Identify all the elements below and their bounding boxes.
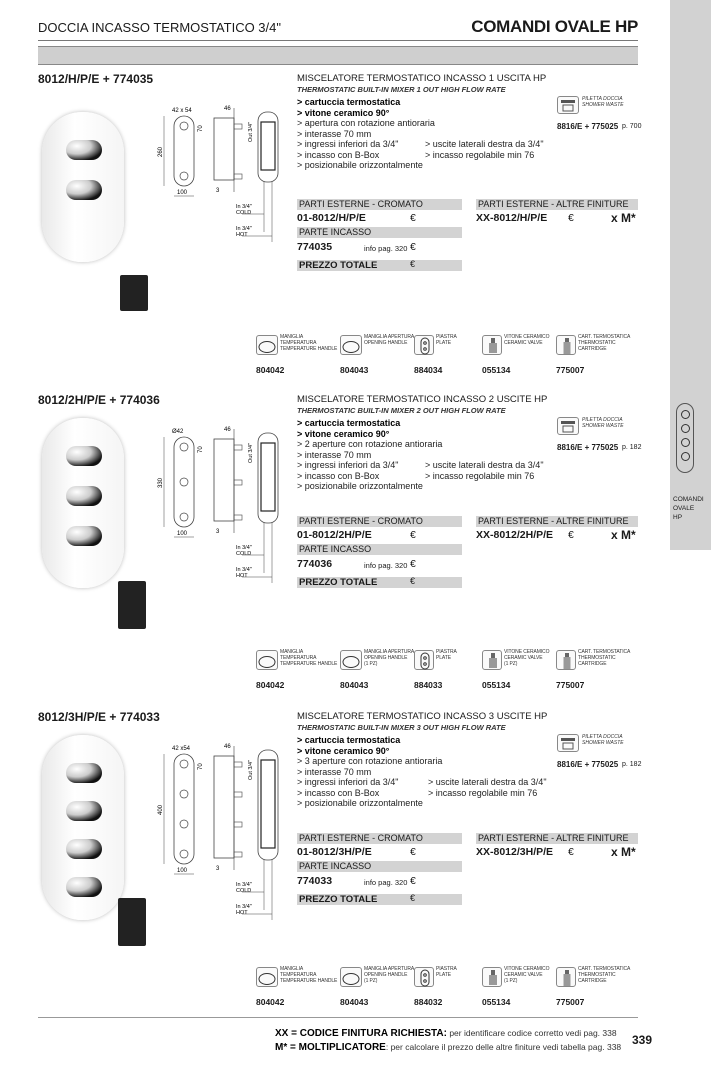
dim-out: Out 3/4"	[248, 760, 254, 780]
spare-part-label: VITONE CERAMICO CERAMIC VALVE (1 PZ)	[504, 649, 550, 667]
dim-hot: In 3/4" HOT	[236, 567, 252, 579]
feature-bullet: > uscite laterali destra da 3/4"	[428, 777, 547, 787]
dim-i: 70	[198, 125, 204, 132]
spare-part-label: PIASTRA PLATE	[436, 649, 457, 661]
spare-part-label: MANIGLIA TEMPERATURA TEMPERATURE HANDLE	[280, 334, 338, 352]
feature-bullet: > interasse 70 mm	[297, 449, 372, 460]
knob	[66, 446, 102, 466]
spare-part-code: 884032	[414, 997, 443, 1007]
dim-h: 330	[158, 477, 164, 488]
product-photo	[42, 735, 124, 920]
valve-icon	[482, 335, 502, 355]
spare-part-code: 884034	[414, 365, 443, 375]
dim-b: 46	[224, 744, 231, 750]
dim-a: 42 x54	[172, 746, 191, 752]
feature-bullet: > cartuccia termostatica	[297, 418, 401, 428]
multiplier: x M*	[611, 211, 636, 225]
shower-waste-code: 8816/E + 775025	[557, 122, 619, 131]
oval-handle-icon	[256, 967, 278, 987]
built-in-info: info pag. 320	[364, 244, 408, 253]
oval-four-knob-icon	[676, 403, 694, 473]
built-in-euro: €	[410, 875, 416, 887]
chrome-header: PARTI ESTERNE - CROMATO	[297, 199, 462, 210]
feature-bullet: > ingressi inferiori da 3/4"	[297, 460, 399, 470]
footer-divider	[38, 1017, 638, 1018]
knob	[66, 801, 102, 821]
shower-waste-code: 8816/E + 775025	[557, 760, 619, 769]
total-euro: €	[410, 259, 416, 269]
feature-bullet: > posizionabile orizzontalmente	[297, 160, 423, 170]
dim-i: 70	[198, 763, 204, 770]
feature-bullet: > ingressi inferiori da 3/4"	[297, 139, 399, 149]
spare-part-code: 055134	[482, 680, 511, 690]
chrome-price-euro: €	[410, 846, 416, 858]
feature-bullet: > vitone ceramico 90°	[297, 428, 390, 439]
sidebar-label: COMANDI OVALE HP	[673, 496, 704, 521]
other-finishes-header: PARTI ESTERNE - ALTRE FINITURE	[476, 516, 638, 527]
feature-bullet: > ingressi inferiori da 3/4"	[297, 777, 399, 787]
spare-part-label: PIASTRA PLATE	[436, 334, 457, 346]
feature-bullet: > interasse 70 mm	[297, 766, 372, 777]
feature-bullet: > uscite laterali destra da 3/4"	[425, 139, 544, 149]
spare-part-code: 804042	[256, 680, 285, 690]
feature-bullet: > posizionabile orizzontalmente	[297, 798, 423, 808]
spare-part-code: 804043	[340, 997, 369, 1007]
plate-icon	[414, 335, 434, 355]
other-finishes-header: PARTI ESTERNE - ALTRE FINITURE	[476, 833, 638, 844]
feature-bullet: > uscite laterali destra da 3/4"	[425, 460, 544, 470]
feature-bullet: > cartuccia termostatica	[297, 97, 401, 107]
other-finishes-code: XX-8012/2H/P/E	[476, 529, 554, 541]
built-in-code: 774035	[297, 241, 333, 253]
dim-h: 260	[158, 146, 164, 157]
total-euro: €	[410, 576, 416, 586]
oval-handle-icon	[340, 335, 362, 355]
footnote-xx-key: XX = CODICE FINITURA RICHIESTA:	[275, 1028, 447, 1039]
built-in-box-photo	[118, 581, 146, 629]
footnote-m-text: : per calcolare il prezzo delle altre finiture vedi tabella pag. 338	[385, 1042, 622, 1052]
built-in-info: info pag. 320	[364, 561, 408, 570]
other-finishes-code: XX-8012/3H/P/E	[476, 846, 554, 858]
product-title: MISCELATORE TERMOSTATICO INCASSO 2 USCITE HP	[297, 394, 548, 405]
dim-out: Out 3/4"	[248, 443, 254, 463]
product-photo	[42, 112, 124, 262]
dim-b: 46	[224, 106, 231, 112]
feature-bullet: > cartuccia termostatica	[297, 735, 401, 745]
footnote-m	[275, 1042, 621, 1053]
feature-bullet: > incasso regolabile min 76	[425, 470, 535, 481]
shower-waste-page: p. 182	[622, 761, 642, 768]
spare-part-code: 884033	[414, 680, 443, 690]
dim-cold: In 3/4" COLD	[236, 882, 252, 894]
feature-bullet: > vitone ceramico 90°	[297, 745, 390, 756]
page-number: 339	[632, 1033, 653, 1047]
product-subtitle: THERMOSTATIC BUILT-IN MIXER 3 OUT HIGH FLOW RATE	[297, 723, 506, 732]
feature-bullet: > incasso con B-Box	[297, 470, 380, 481]
feature-bullet: > incasso con B-Box	[297, 787, 380, 798]
built-in-header: PARTE INCASSO	[297, 861, 462, 872]
knob	[66, 763, 102, 783]
total-price-row: PREZZO TOTALE	[297, 260, 462, 271]
chrome-price-euro: €	[410, 212, 416, 224]
dim-c: 3	[216, 866, 220, 872]
knob	[66, 180, 102, 200]
knob	[66, 839, 102, 859]
dim-c: 3	[216, 188, 220, 194]
spare-part-label: MANIGLIA APERTURA OPENING HANDLE (1 PZ)	[364, 649, 415, 667]
plate-icon	[414, 650, 434, 670]
header-divider	[38, 40, 638, 41]
shower-waste-label: PILETTA DOCCIA SHOWER WASTE	[582, 417, 624, 429]
valve-icon	[482, 967, 502, 987]
total-price-row: PREZZO TOTALE	[297, 894, 462, 905]
feature-bullet: > 2 aperture con rotazione antioraria	[297, 439, 443, 449]
other-finishes-euro: €	[568, 212, 574, 224]
dim-c: 3	[216, 529, 220, 535]
footnote-m-key: M* = MOLTIPLICATORE	[275, 1042, 386, 1053]
cartridge-icon	[556, 650, 576, 670]
valve-icon	[482, 650, 502, 670]
header-band	[38, 46, 638, 65]
knob	[66, 877, 102, 897]
product-code: 8012/H/P/E + 774035	[38, 72, 154, 86]
oval-handle-icon	[340, 650, 362, 670]
chrome-code: 01-8012/H/P/E	[297, 212, 366, 224]
spare-part-code: 775007	[556, 365, 585, 375]
page-section-title: DOCCIA INCASSO TERMOSTATICO 3/4"	[38, 20, 281, 35]
total-price-row: PREZZO TOTALE	[297, 577, 462, 588]
shower-waste-icon	[557, 96, 579, 114]
spare-part-label: CART. TERMOSTATICA THERMOSTATIC CARTRIDGE	[578, 966, 631, 984]
spare-part-code: 804042	[256, 997, 285, 1007]
spare-part-label: VITONE CERAMICO CERAMIC VALVE (1 PZ)	[504, 966, 550, 984]
built-in-code: 774036	[297, 558, 333, 570]
product-code: 8012/3H/P/E + 774033	[38, 710, 160, 724]
dim-i: 70	[198, 446, 204, 453]
built-in-header: PARTE INCASSO	[297, 227, 462, 238]
spare-part-code: 804042	[256, 365, 285, 375]
product-subtitle: THERMOSTATIC BUILT-IN MIXER 2 OUT HIGH FLOW RATE	[297, 406, 506, 415]
series-title: COMANDI OVALE HP	[471, 17, 638, 36]
multiplier: x M*	[611, 528, 636, 542]
product-title: MISCELATORE TERMOSTATICO INCASSO 1 USCITA HP	[297, 73, 547, 84]
spare-part-label: VITONE CERAMICO CERAMIC VALVE	[504, 334, 550, 346]
dim-a: Ø42	[172, 429, 184, 435]
chrome-code: 01-8012/2H/P/E	[297, 529, 372, 541]
feature-bullet: > vitone ceramico 90°	[297, 107, 390, 118]
spare-part-label: MANIGLIA APERTURA OPENING HANDLE	[364, 334, 415, 346]
cartridge-icon	[556, 967, 576, 987]
cartridge-icon	[556, 335, 576, 355]
spare-part-label: MANIGLIA TEMPERATURA TEMPERATURE HANDLE	[280, 649, 338, 667]
footnote-xx	[275, 1028, 617, 1039]
shower-waste-label: PILETTA DOCCIA SHOWER WASTE	[582, 96, 624, 108]
dim-w: 100	[177, 190, 188, 196]
product-title: MISCELATORE TERMOSTATICO INCASSO 3 USCITE HP	[297, 711, 548, 722]
dim-b: 46	[224, 427, 231, 433]
other-finishes-euro: €	[568, 529, 574, 541]
shower-waste-icon	[557, 417, 579, 435]
built-in-box-photo	[118, 898, 146, 946]
other-finishes-code: XX-8012/H/P/E	[476, 212, 548, 224]
dim-w: 100	[177, 531, 188, 537]
oval-handle-icon	[256, 650, 278, 670]
dim-h: 400	[158, 804, 164, 815]
feature-bullet: > posizionabile orizzontalmente	[297, 481, 423, 491]
chrome-code: 01-8012/3H/P/E	[297, 846, 372, 858]
technical-drawing	[152, 102, 292, 262]
oval-handle-icon	[340, 967, 362, 987]
product-photo	[42, 418, 124, 588]
spare-part-label: MANIGLIA APERTURA OPENING HANDLE (1 PZ)	[364, 966, 415, 984]
spare-part-code: 804043	[340, 680, 369, 690]
total-euro: €	[410, 893, 416, 903]
knob	[66, 526, 102, 546]
spare-part-code: 775007	[556, 680, 585, 690]
other-finishes-euro: €	[568, 846, 574, 858]
plate-icon	[414, 967, 434, 987]
dim-out: Out 3/4"	[248, 122, 254, 142]
dim-w: 100	[177, 868, 188, 874]
other-finishes-header: PARTI ESTERNE - ALTRE FINITURE	[476, 199, 638, 210]
spare-part-label: MANIGLIA TEMPERATURA TEMPERATURE HANDLE	[280, 966, 338, 984]
dim-hot: In 3/4" HOT	[236, 226, 252, 238]
built-in-box-photo	[120, 275, 148, 311]
dim-hot: In 3/4" HOT	[236, 904, 252, 916]
chrome-header: PARTI ESTERNE - CROMATO	[297, 833, 462, 844]
spare-part-code: 055134	[482, 365, 511, 375]
chrome-header: PARTI ESTERNE - CROMATO	[297, 516, 462, 527]
spare-part-label: CART. TERMOSTATICA THERMOSTATIC CARTRIDGE	[578, 334, 631, 352]
built-in-info: info pag. 320	[364, 878, 408, 887]
spare-part-code: 055134	[482, 997, 511, 1007]
chrome-price-euro: €	[410, 529, 416, 541]
spare-part-code: 775007	[556, 997, 585, 1007]
feature-bullet: > incasso regolabile min 76	[425, 149, 535, 160]
built-in-code: 774033	[297, 875, 333, 887]
product-subtitle: THERMOSTATIC BUILT-IN MIXER 1 OUT HIGH FLOW RATE	[297, 85, 506, 94]
shower-waste-code: 8816/E + 775025	[557, 443, 619, 452]
built-in-header: PARTE INCASSO	[297, 544, 462, 555]
shower-waste-page: p. 700	[622, 123, 642, 130]
built-in-euro: €	[410, 558, 416, 570]
multiplier: x M*	[611, 845, 636, 859]
product-code: 8012/2H/P/E + 774036	[38, 393, 160, 407]
feature-bullet: > interasse 70 mm	[297, 128, 372, 139]
built-in-euro: €	[410, 241, 416, 253]
feature-bullet: > apertura con rotazione antioraria	[297, 118, 435, 128]
dim-cold: In 3/4" COLD	[236, 545, 252, 557]
oval-handle-icon	[256, 335, 278, 355]
feature-bullet: > 3 aperture con rotazione antioraria	[297, 756, 443, 766]
shower-waste-icon	[557, 734, 579, 752]
technical-drawing	[152, 740, 292, 916]
footnote-xx-text: per identificare codice corretto vedi pag. 338	[446, 1028, 617, 1038]
feature-bullet: > incasso regolabile min 76	[428, 787, 538, 798]
shower-waste-label: PILETTA DOCCIA SHOWER WASTE	[582, 734, 624, 746]
knob	[66, 486, 102, 506]
spare-part-label: CART. TERMOSTATICA THERMOSTATIC CARTRIDGE	[578, 649, 631, 667]
shower-waste-page: p. 182	[622, 444, 642, 451]
spare-part-label: PIASTRA PLATE	[436, 966, 457, 978]
feature-bullet: > incasso con B-Box	[297, 149, 380, 160]
dim-cold: In 3/4" COLD	[236, 204, 252, 216]
dim-a: 42 x 54	[172, 108, 192, 114]
spare-part-code: 804043	[340, 365, 369, 375]
knob	[66, 140, 102, 160]
technical-drawing	[152, 423, 292, 583]
